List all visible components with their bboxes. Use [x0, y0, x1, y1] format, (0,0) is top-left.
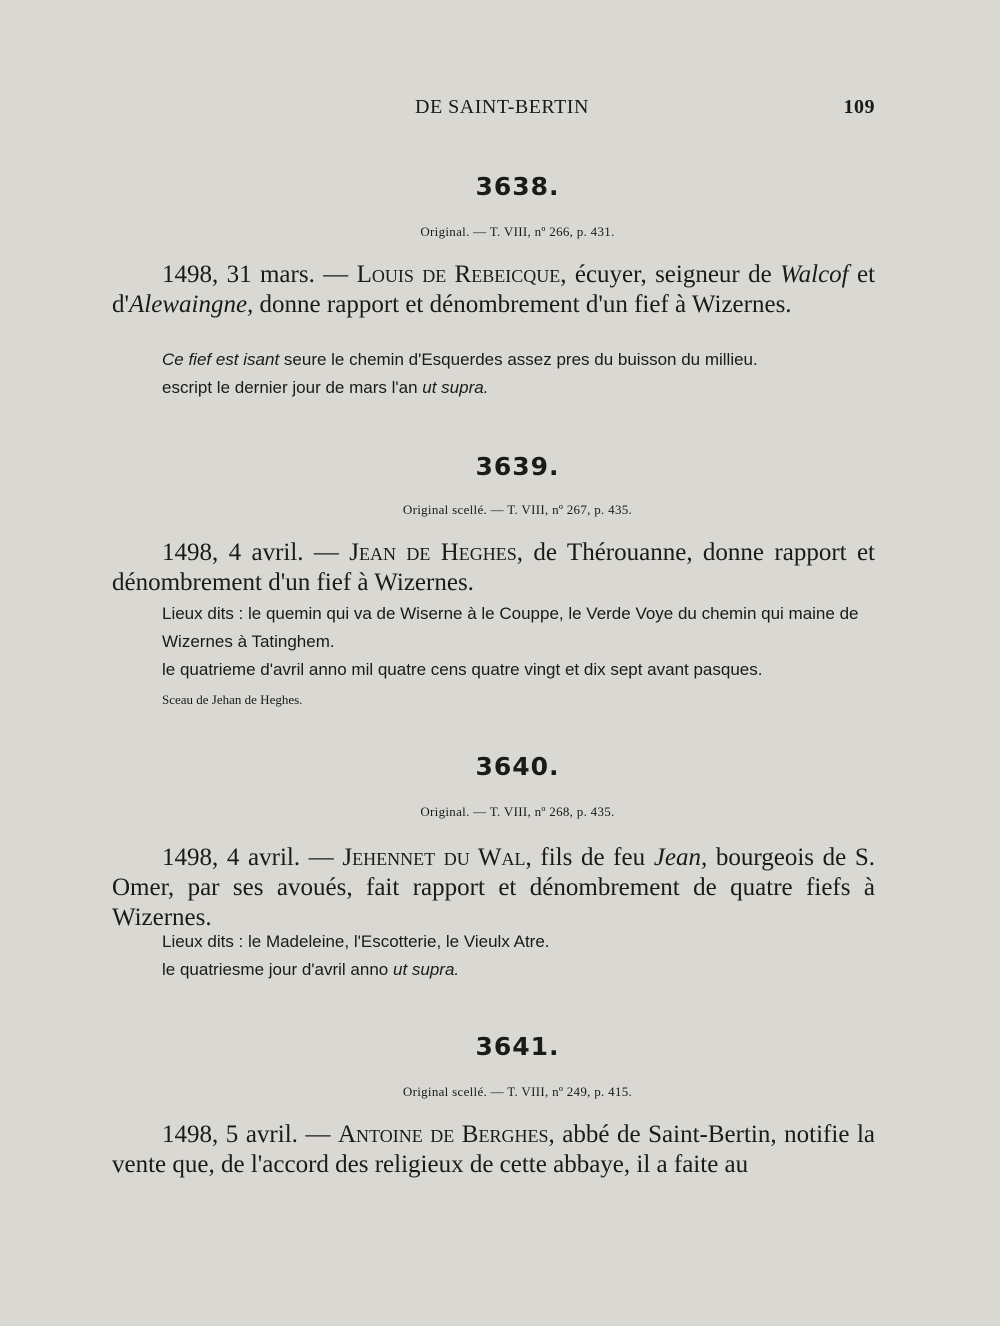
quote-text: escript le dernier jour de mars l'an	[162, 378, 418, 397]
entry-quote	[162, 600, 875, 684]
entry-summary	[112, 538, 875, 598]
quote-italic: Ce fief est isant	[162, 350, 280, 369]
entry-number: 3638.	[475, 172, 560, 201]
entry-date: 1498, 4 avril. —	[162, 844, 334, 871]
summary-text: de Thérouanne, donne rapport et dénombrement d'un fief à Wizernes.	[112, 539, 875, 596]
entry-source: Original scellé. — T. VIII, nº 267, p. 435.	[402, 502, 633, 517]
person-name: Jehennet du Wal,	[342, 844, 532, 871]
seal-note: Sceau de Jehan de Heghes.	[162, 692, 303, 707]
page-number: 109	[843, 96, 875, 118]
entry-summary	[112, 260, 875, 320]
summary-text: donne rapport et dénombrement d'un fief à Wizernes.	[259, 291, 792, 318]
person-name-italic: Jean,	[653, 844, 708, 871]
summary-text: bourgeois de S. Omer, par ses avoués, fait rapport et dénombrement de quatre fiefs à Wizernes.	[112, 844, 876, 931]
summary-text: et d'	[112, 261, 876, 318]
summary-text: écuyer, seigneur de	[574, 261, 772, 288]
quote-text: le quatriesme jour d'avril anno	[162, 960, 389, 979]
entry-number: 3640.	[475, 752, 560, 781]
quote-text: Lieux dits : le Madeleine, l'Escotterie, le Vieulx Atre.	[162, 932, 550, 951]
summary-text: fils de feu	[540, 844, 646, 871]
quote-text: seure le chemin d'Esquerdes assez pres du buisson du millieu.	[283, 350, 758, 369]
place-name: Walcof	[780, 261, 849, 288]
entry-summary	[112, 843, 875, 933]
person-name: Antoine de Berghes,	[338, 1121, 555, 1148]
quote-italic: ut supra.	[393, 960, 460, 979]
entry-source: Original. — T. VIII, nº 266, p. 431.	[420, 224, 615, 239]
quote-text: le quatrieme d'avril anno mil quatre cens quatre vingt et dix sept avant pasques.	[162, 660, 763, 679]
entry-number: 3641.	[475, 1032, 560, 1061]
entry-source: Original. — T. VIII, nº 268, p. 435.	[420, 804, 615, 819]
entry-number: 3639.	[475, 452, 560, 481]
quote-text: Lieux dits : le quemin qui va de Wiserne à le Couppe, le Verde Voye du chemin qui maine de Wizernes à Tatinghem.	[162, 604, 859, 651]
person-name: Louis de Rebeicque,	[356, 261, 567, 288]
entry-source: Original scellé. — T. VIII, nº 249, p. 415.	[402, 1084, 633, 1099]
person-name: Jean de Heghes,	[349, 539, 524, 566]
entry-date: 1498, 4 avril. —	[162, 539, 339, 566]
entry-date: 1498, 5 avril. —	[162, 1121, 331, 1148]
quote-italic: ut supra.	[422, 378, 489, 397]
running-title: DE SAINT-BERTIN	[415, 96, 589, 118]
entry-quote	[162, 346, 875, 402]
summary-text: abbé de Saint-Bertin, notifie la vente que, de l'accord des religieux de cette abbaye, il a faite au	[112, 1121, 876, 1178]
entry-quote	[162, 928, 875, 984]
running-header	[160, 96, 875, 122]
entry-date: 1498, 31 mars. —	[162, 261, 349, 288]
entry-summary	[112, 1120, 875, 1180]
place-name: Alewaingne,	[129, 291, 254, 318]
